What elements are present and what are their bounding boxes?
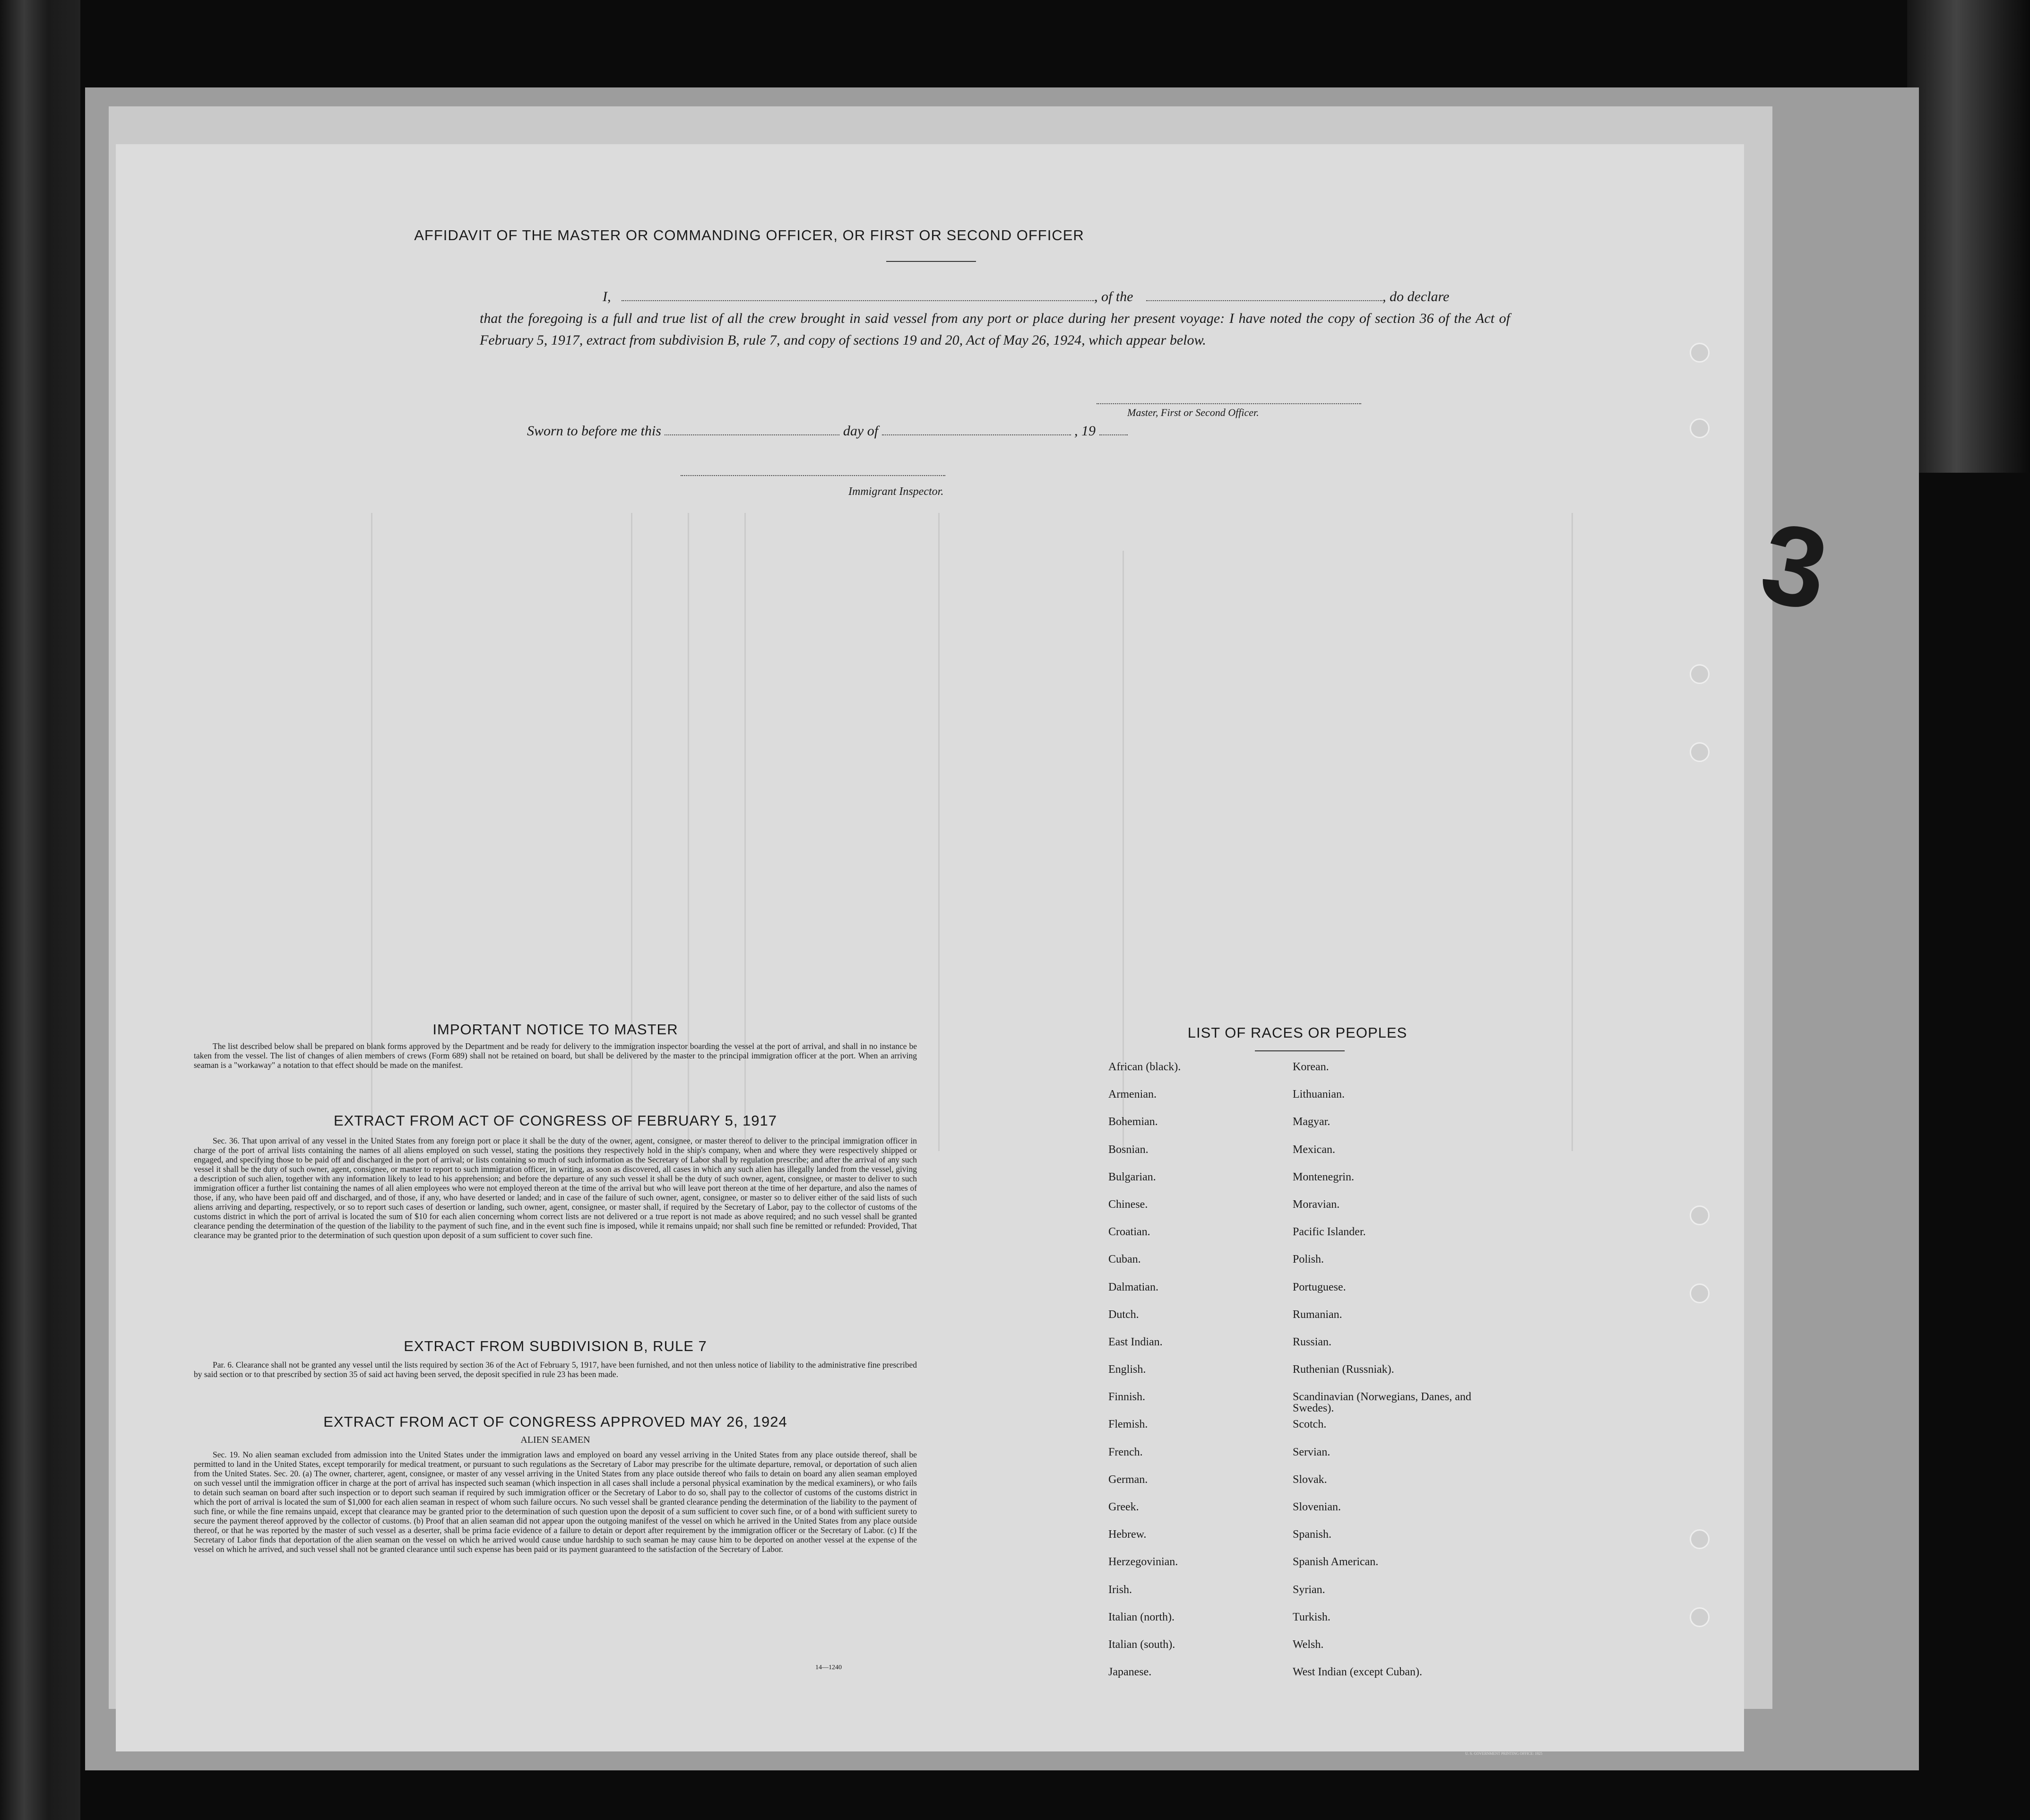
of-the-label: , of the — [1094, 289, 1133, 304]
extract-1924-text: Sec. 19. No alien seaman excluded from admission into the United States under the immigration laws and employed on board any vessel arriving in the United States from any place outside thereof, shall be permitted to land in the United States, except temporarily for medical treatment, or pursuant to such regulations as the Secretary of Labor may prescribe for the ultimate departure, removal, or deportation of such alien from the United States. Sec. 20. (a) The owner, charterer, agent, consignee, or master of any vessel arriving in the United States from any place outside thereof who fails to detain on board any alien seaman employed on such vessel until the immigration officer in charge at the port of arrival has inspected such seaman (which inspection in all cases shall include a personal physical examination by the medical examiners), or who fails to detain such seaman on board after such inspection or to deport such seaman if required by such immigration officer or the Secretary of Labor to do so, shall pay to the collector of customs of the customs district in which the port of arrival is located the sum of $1,000 for each alien seaman in respect of whom such failure occurs. No such vessel shall be granted clearance pending the determination of the liability to the payment of such fine, or while the fine remains unpaid, except that clearance may be granted prior to the determination of such question upon the deposit of a sum sufficient to cover such fine, or of a bond with sufficient surety to secure the payment thereof approved by the collector of customs. (b) Proof that an alien seaman did not appear upon the outgoing manifest of the vessel on which he arrived in the United States from any place outside thereof, or that he was reported by the master of such vessel as a deserter, shall be prima facie evidence of a failure to detain or deport after requirement by the immigration officer or the Secretary of Labor. (c) If the Secretary of Labor finds that deportation of the alien seaman on the vessel on which he arrived would cause undue hardship to such seaman he may cause him to be deported on another vessel at the expense of the vessel on which he arrived, and such vessel shall not be granted clearance until such expense has been paid or its payment guaranteed to the satisfaction of the Secretary of Labor. — [194, 1450, 917, 1554]
scan-edge-right — [1907, 0, 2030, 473]
race-item: Japanese. — [1108, 1666, 1152, 1679]
race-item: Rumanian. — [1293, 1308, 1342, 1321]
i-label: I, — [603, 289, 611, 304]
sworn-prefix: Sworn to before me this — [527, 423, 661, 439]
race-item: Chinese. — [1108, 1198, 1148, 1211]
race-item: Welsh. — [1293, 1638, 1324, 1651]
race-item: German. — [1108, 1473, 1148, 1486]
race-item: Bosnian. — [1108, 1143, 1149, 1156]
race-item: Mexican. — [1293, 1143, 1335, 1156]
race-item: West Indian (except Cuban). — [1293, 1666, 1422, 1679]
notice-title: IMPORTANT NOTICE TO MASTER — [432, 1021, 678, 1038]
race-item: African (black). — [1108, 1061, 1181, 1073]
race-item: Herzegovinian. — [1108, 1556, 1178, 1569]
affidavit-body — [480, 286, 1510, 351]
race-item: East Indian. — [1108, 1335, 1163, 1348]
race-item: Bohemian. — [1108, 1116, 1158, 1128]
sworn-month-blank[interactable] — [882, 424, 1071, 435]
binder-hole — [1690, 418, 1710, 438]
affidavit-title: AFFIDAVIT OF THE MASTER OR COMMANDING OFFICER, OR FIRST OR SECOND OFFICER — [414, 227, 1084, 243]
race-item: Flemish. — [1108, 1418, 1148, 1431]
inspector-label: Immigrant Inspector. — [848, 485, 944, 498]
sworn-day-blank[interactable] — [665, 424, 839, 435]
sworn-line — [527, 423, 1128, 439]
inspector-signature-line[interactable] — [681, 475, 945, 476]
race-item: Slovenian. — [1293, 1501, 1341, 1513]
race-item: Scandinavian (Norwegians, Danes, and Swedes). — [1293, 1391, 1471, 1415]
race-item: Cuban. — [1108, 1253, 1141, 1266]
declaration-line — [480, 286, 1510, 308]
printer-imprint: U. S. GOVERNMENT PRINTING OFFICE: 1925 — [1465, 1751, 1543, 1756]
race-item: Greek. — [1108, 1501, 1139, 1513]
notice-text: The list described below shall be prepared on blank forms approved by the Department and be ready for delivery to the immigration inspector boarding the vessel at the port of arrival, and shall in no instance be taken from the vessel. The list of changes of alien members of crews (Form 689) shall not be retained on board, but shall be delivered by the master to the principal immigration officer at the port. When an arriving seaman is a "workaway" a notation to that effect should be made on the manifest. — [194, 1041, 917, 1070]
extract-1917-title: EXTRACT FROM ACT OF CONGRESS OF FEBRUARY 5, 1917 — [333, 1112, 777, 1129]
race-item: Polish. — [1293, 1253, 1324, 1266]
do-declare-label: , do declare — [1382, 289, 1450, 304]
rule7-title: EXTRACT FROM SUBDIVISION B, RULE 7 — [404, 1338, 707, 1354]
race-item: Scotch. — [1293, 1418, 1327, 1431]
year-prefix: , 19 — [1074, 423, 1096, 439]
races-title-rule — [1255, 1050, 1345, 1051]
race-item: Spanish American. — [1293, 1556, 1379, 1569]
race-item: Slovak. — [1293, 1473, 1327, 1486]
alien-seamen-subtitle: ALIEN SEAMEN — [520, 1435, 590, 1445]
declaration-text: that the foregoing is a full and true list of all the crew brought in said vessel from any port or place during her present voyage: I have noted the copy of section 36 of the Act of February 5, 1917, extract from subdivision B, rule 7, and copy of sections 19 and 20, Act of May 26, 1924, which appear below. — [480, 311, 1510, 348]
extract-1924-title: EXTRACT FROM ACT OF CONGRESS APPROVED MAY 26, 1924 — [323, 1413, 787, 1430]
race-item: Portuguese. — [1293, 1281, 1346, 1293]
binder-hole — [1690, 1283, 1710, 1303]
race-item: Finnish. — [1108, 1391, 1146, 1404]
form-number: 14—1240 — [815, 1664, 842, 1671]
form-page — [116, 144, 1744, 1751]
race-item: Hebrew. — [1108, 1528, 1147, 1541]
race-item: Lithuanian. — [1293, 1088, 1345, 1101]
ghost-column-line — [938, 513, 940, 1151]
bleed-through-mark: 3 — [1752, 498, 1837, 634]
race-item: English. — [1108, 1363, 1146, 1376]
signature-line[interactable] — [1097, 403, 1361, 404]
race-item: Dutch. — [1108, 1308, 1139, 1321]
name-blank[interactable] — [622, 290, 1094, 301]
race-item: Magyar. — [1293, 1116, 1330, 1128]
binder-hole — [1690, 664, 1710, 684]
rule7-text: Par. 6. Clearance shall not be granted any vessel until the lists required by section 36 of the Act of February 5, 1917, have been furnished, and not then unless notice of liability to the administrative fine prescribed by said section or to that prescribed by section 35 of said act having been served, the deposit specified in rule 23 has been made. — [194, 1360, 917, 1379]
race-item: Irish. — [1108, 1583, 1132, 1596]
race-item: Turkish. — [1293, 1611, 1330, 1623]
vessel-blank[interactable] — [1146, 290, 1382, 301]
race-item: Bulgarian. — [1108, 1170, 1156, 1183]
race-item: Armenian. — [1108, 1088, 1157, 1101]
races-list — [1108, 1061, 1486, 1694]
day-of-label: day of — [843, 423, 879, 439]
race-item: Spanish. — [1293, 1528, 1332, 1541]
race-item: Syrian. — [1293, 1583, 1325, 1596]
race-item: Pacific Islander. — [1293, 1226, 1366, 1239]
race-item: French. — [1108, 1446, 1143, 1458]
race-item: Korean. — [1293, 1061, 1329, 1073]
binder-hole — [1690, 1607, 1710, 1627]
binder-hole — [1690, 1529, 1710, 1549]
race-item: Moravian. — [1293, 1198, 1340, 1211]
title-rule — [886, 261, 976, 262]
signature-label: Master, First or Second Officer. — [1127, 407, 1259, 418]
binder-hole — [1690, 1205, 1710, 1225]
extract-1917-text: Sec. 36. That upon arrival of any vessel in the United States from any foreign port or place it shall be the duty of the owner, agent, consignee, or master thereof to deliver to the principal immigration officer in charge of the port of arrival lists containing the names of all aliens employed on such vessel, stating the positions they respectively hold in the ship's company, when and where they were respectively shipped or engaged, and specifying those to be paid off and discharged in the port of arrival; or lists containing so much of such information as the Secretary of Labor shall by regulation prescribe; and after the arrival of any such vessel it shall be the duty of such owner, agent, consignee, or master to report to such immigration officer, in writing, as soon as discovered, all cases in which any such alien has illegally landed from the vessel, giving a description of such alien, together with any information likely to lead to his apprehension; and before the departure of any such vessel it shall be the duty of such owner, agent, consignee, or master to deliver to such immigration officer a further list containing the names of all alien employees who were not employed thereon at the time of the arrival but who will leave port thereon at the time of her departure, and also the names of those, if any, who have been paid off and discharged, and of those, if any, who have deserted or landed; and in case of the failure of such owner, agent, consignee, or master so to deliver either of the said lists of such aliens arriving and departing, respectively, or so to report such cases of desertion or landing, such owner, agent, consignee, or master shall, if required by the Secretary of Labor, pay to the collector of customs of the customs district in which the port of arrival is located the sum of $10 for each alien concerning whom correct lists are not delivered or a true report is not made as above required; and no such vessel shall be granted clearance pending the determination of the question of the liability to the payment of such fine, and in the event such fine is imposed, while it remains unpaid; nor shall such fine be remitted or refunded: Provided, That clearance may be granted prior to the determination of such question upon deposit of a sum sufficient to cover such fine. — [194, 1136, 917, 1240]
race-item: Croatian. — [1108, 1226, 1150, 1239]
ghost-column-line — [1572, 513, 1573, 1151]
race-item: Italian (north). — [1108, 1611, 1175, 1623]
races-title: LIST OF RACES OR PEOPLES — [1187, 1024, 1408, 1041]
race-item: Russian. — [1293, 1335, 1332, 1348]
binder-hole — [1690, 742, 1710, 762]
binder-hole — [1690, 343, 1710, 363]
race-item: Ruthenian (Russniak). — [1293, 1363, 1394, 1376]
scan-edge-left — [0, 0, 80, 1820]
race-item: Dalmatian. — [1108, 1281, 1158, 1293]
race-item: Italian (south). — [1108, 1638, 1175, 1651]
race-item: Servian. — [1293, 1446, 1330, 1458]
sworn-year-blank[interactable] — [1099, 424, 1128, 435]
race-item: Montenegrin. — [1293, 1170, 1354, 1183]
